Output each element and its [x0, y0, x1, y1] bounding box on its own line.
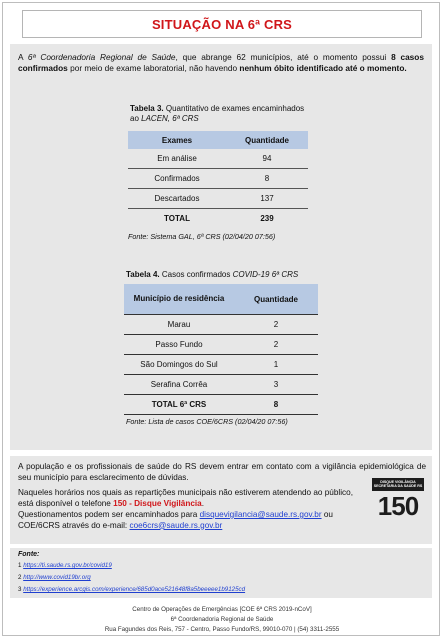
table-total-row: [124, 395, 318, 415]
sources-section: [10, 548, 432, 598]
table-row: [128, 169, 308, 189]
table-cell: São Domingos do Sul: [124, 355, 234, 375]
source-number: 1: [18, 562, 22, 569]
table3-caption-italic: LACEN, 6ª CRS: [141, 114, 199, 123]
intro-org: 6ª Coordenadoria Regional de Saúde: [27, 52, 176, 62]
table-cell: Marau: [124, 315, 234, 335]
email-link-disquevigilancia[interactable]: disquevigilancia@saude.rs.gov.br: [199, 510, 322, 519]
table-cell: 2: [234, 315, 318, 335]
table-cell: Passo Fundo: [124, 335, 234, 355]
table4-caption-italic: COVID-19 6ª CRS: [232, 270, 299, 279]
source-link[interactable]: https://ti.saude.rs.gov.br/covid19: [23, 562, 112, 569]
notice-paragraph-1: A população e os profissionais de saúde do RS devem entrar em contato com a vigilância epidemiológica de seu município para esclarecimento de dúvidas.: [18, 462, 426, 482]
table-cell: 3: [234, 375, 318, 395]
table4-caption-text: Casos confirmados: [159, 270, 233, 279]
source-item: [18, 586, 245, 593]
source-number: 2: [18, 574, 22, 581]
footer-line-3: Rua Fagundes dos Reis, 757 - Centro, Passo Fundo/RS, 99010-070 | (54) 3311-2555: [104, 626, 340, 633]
source-link[interactable]: http://www.covid19br.org: [23, 574, 91, 581]
logo-caption: DISQUE VIGILÂNCIA SECRETARIA DA SAÚDE RS: [372, 478, 424, 491]
intro-paragraph: [18, 52, 424, 74]
source-link[interactable]: https://experience.arcgis.com/experience/685d0ace521648f8a5beeeee1b9125cd: [23, 586, 246, 593]
intro-text-1: A: [18, 52, 28, 62]
footer-line-1: Centro de Operações de Emergências [COE 6ª CRS 2019-nCoV]: [132, 606, 312, 613]
table-cell: Descartados: [128, 189, 226, 209]
sources-title: Fonte:: [18, 551, 40, 558]
logo-number: 150: [377, 490, 419, 521]
table-cell: 8: [226, 169, 308, 189]
notice-text: Questionamentos podem ser encaminhados para: [18, 510, 200, 519]
notice-text: .: [201, 498, 205, 508]
table-cell: 137: [226, 189, 308, 209]
table4-header: Município de residência: [124, 284, 234, 315]
intro-bold-cases: 8 casos confirmados: [18, 52, 424, 73]
table-cell: 8: [234, 395, 318, 415]
notice-section: [10, 456, 432, 544]
table-total-row: [128, 209, 308, 229]
intro-text-2: , que abrange 62 municípios, até o momento possui: [175, 52, 392, 62]
table3-header: Quantidade: [226, 131, 308, 149]
notice-text: Naqueles horários nos quais as repartições municipais não estiverem atendendo ao público, está disponível o telefone: [18, 488, 353, 508]
table-row: [124, 335, 318, 355]
intro-section: [10, 44, 432, 450]
table3-caption: [130, 104, 312, 124]
table-cell: TOTAL 6ª CRS: [124, 395, 234, 415]
table-cell: 94: [262, 154, 272, 163]
notice-text: ou COE/6CRS através do e-mail:: [18, 510, 333, 530]
table-cell: TOTAL: [128, 209, 226, 229]
table4-caption-bold: Tabela 4.: [126, 270, 160, 279]
intro-text-3: por meio de exame laboratorial, não havendo: [67, 63, 240, 73]
table-row: [128, 149, 308, 169]
table3-header: Exames: [128, 131, 226, 149]
table4-source: Fonte: Lista de casos COE/6CRS (02/04/20 07:56): [126, 417, 288, 426]
table-cell: 239: [226, 209, 308, 229]
table-cell: Serafina Corrêa: [124, 375, 234, 395]
table4: [124, 284, 318, 415]
email-link-coe6crs[interactable]: coe6crs@saude.rs.gov.br: [129, 520, 223, 530]
source-item: [18, 562, 112, 569]
table3-caption-text: Quantitativo de exames encaminhados ao: [130, 104, 305, 123]
table-row: [128, 189, 308, 209]
table-row: [124, 355, 318, 375]
notice-paragraph-2: [18, 488, 364, 509]
table-cell: Confirmados: [128, 169, 226, 189]
intro-bold-deaths: nenhum óbito identificado até o momento.: [239, 63, 407, 73]
table-cell: 2: [234, 335, 318, 355]
disque-vigilancia-logo: [372, 478, 424, 536]
table-cell: 1: [234, 355, 318, 375]
table4-caption: [126, 270, 298, 280]
table3: [128, 131, 308, 228]
table4-header: Quantidade: [234, 284, 318, 315]
table-row: [124, 315, 318, 335]
table-cell: Em análise: [157, 154, 197, 163]
source-number: 3: [18, 586, 22, 593]
page-title: SITUAÇÃO NA 6ª CRS: [151, 16, 293, 32]
table3-source: Fonte: Sistema GAL, 6ª CRS (02/04/20 07:56): [128, 232, 276, 241]
table3-caption-bold: Tabela 3.: [130, 104, 164, 113]
table-row: [124, 375, 318, 395]
source-item: [18, 574, 91, 581]
footer-line-2: 6ª Coordenadoria Regional de Saúde: [170, 616, 274, 623]
notice-paragraph-3: [18, 510, 364, 531]
disque-vigilancia-phone: 150 - Disque Vigilância: [113, 498, 202, 508]
title-box: [22, 10, 422, 38]
